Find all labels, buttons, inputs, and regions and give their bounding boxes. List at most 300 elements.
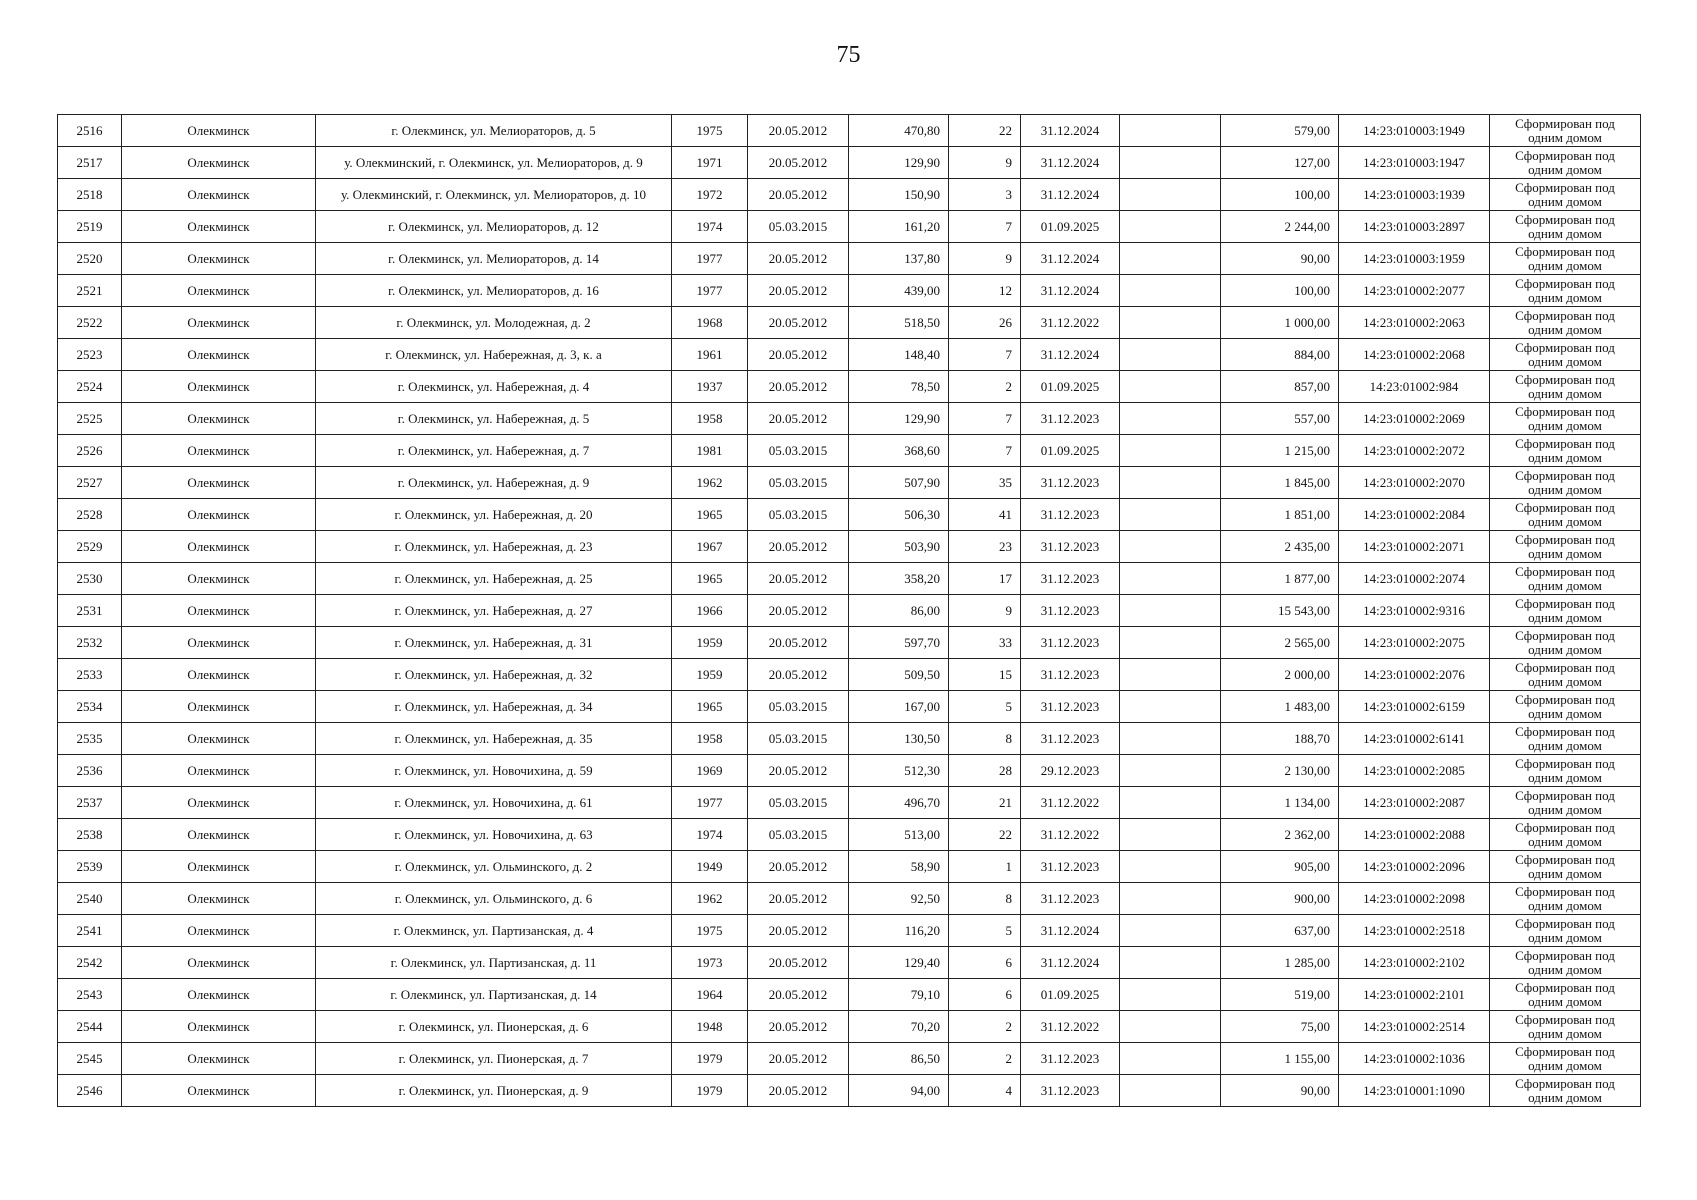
- city-cell: Олекминск: [122, 307, 316, 339]
- year-built-cell: 1977: [672, 787, 748, 819]
- land-area-cell: 857,00: [1221, 371, 1339, 403]
- year-built-cell: 1965: [672, 563, 748, 595]
- count-cell: 2: [949, 1011, 1021, 1043]
- status-cell: Сформирован под одним домом: [1490, 755, 1641, 787]
- city-cell: Олекминск: [122, 211, 316, 243]
- status-cell: Сформирован под одним домом: [1490, 979, 1641, 1011]
- row-number-cell: 2545: [58, 1043, 122, 1075]
- row-number-cell: 2524: [58, 371, 122, 403]
- land-area-cell: 1 134,00: [1221, 787, 1339, 819]
- table-row: [58, 371, 1641, 403]
- count-cell: 12: [949, 275, 1021, 307]
- deadline-cell: 31.12.2022: [1021, 819, 1120, 851]
- year-built-cell: 1977: [672, 243, 748, 275]
- city-cell: Олекминск: [122, 147, 316, 179]
- date-cell: 20.05.2012: [748, 947, 849, 979]
- year-built-cell: 1937: [672, 371, 748, 403]
- area-cell: 503,90: [849, 531, 949, 563]
- address-cell: г. Олекминск, ул. Набережная, д. 5: [316, 403, 672, 435]
- count-cell: 7: [949, 403, 1021, 435]
- deadline-cell: 31.12.2024: [1021, 339, 1120, 371]
- area-cell: 116,20: [849, 915, 949, 947]
- address-cell: г. Олекминск, ул. Молодежная, д. 2: [316, 307, 672, 339]
- address-cell: у. Олекминский, г. Олекминск, ул. Мелиораторов, д. 10: [316, 179, 672, 211]
- row-number-cell: 2521: [58, 275, 122, 307]
- year-built-cell: 1965: [672, 499, 748, 531]
- address-cell: г. Олекминск, ул. Ольминского, д. 2: [316, 851, 672, 883]
- city-cell: Олекминск: [122, 691, 316, 723]
- cadastral-number-cell: 14:23:010002:2077: [1339, 275, 1490, 307]
- table-row: [58, 851, 1641, 883]
- empty-cell: [1120, 339, 1221, 371]
- area-cell: 470,80: [849, 115, 949, 147]
- empty-cell: [1120, 1043, 1221, 1075]
- address-cell: г. Олекминск, ул. Пионерская, д. 7: [316, 1043, 672, 1075]
- empty-cell: [1120, 723, 1221, 755]
- row-number-cell: 2535: [58, 723, 122, 755]
- address-cell: г. Олекминск, ул. Набережная, д. 25: [316, 563, 672, 595]
- deadline-cell: 31.12.2023: [1021, 1043, 1120, 1075]
- row-number-cell: 2540: [58, 883, 122, 915]
- cadastral-number-cell: 14:23:010002:9316: [1339, 595, 1490, 627]
- deadline-cell: 31.12.2023: [1021, 403, 1120, 435]
- empty-cell: [1120, 307, 1221, 339]
- count-cell: 9: [949, 595, 1021, 627]
- empty-cell: [1120, 403, 1221, 435]
- land-area-cell: 2 565,00: [1221, 627, 1339, 659]
- empty-cell: [1120, 755, 1221, 787]
- city-cell: Олекминск: [122, 435, 316, 467]
- count-cell: 17: [949, 563, 1021, 595]
- year-built-cell: 1959: [672, 659, 748, 691]
- deadline-cell: 31.12.2022: [1021, 787, 1120, 819]
- empty-cell: [1120, 947, 1221, 979]
- address-cell: г. Олекминск, ул. Мелиораторов, д. 5: [316, 115, 672, 147]
- cadastral-number-cell: 14:23:010002:2085: [1339, 755, 1490, 787]
- city-cell: Олекминск: [122, 115, 316, 147]
- city-cell: Олекминск: [122, 627, 316, 659]
- cadastral-number-cell: 14:23:010002:2068: [1339, 339, 1490, 371]
- deadline-cell: 31.12.2023: [1021, 499, 1120, 531]
- area-cell: 439,00: [849, 275, 949, 307]
- year-built-cell: 1962: [672, 883, 748, 915]
- deadline-cell: 31.12.2023: [1021, 851, 1120, 883]
- empty-cell: [1120, 147, 1221, 179]
- table-row: [58, 755, 1641, 787]
- cadastral-number-cell: 14:23:010002:2063: [1339, 307, 1490, 339]
- deadline-cell: 31.12.2023: [1021, 531, 1120, 563]
- area-cell: 58,90: [849, 851, 949, 883]
- row-number-cell: 2520: [58, 243, 122, 275]
- empty-cell: [1120, 531, 1221, 563]
- area-cell: 496,70: [849, 787, 949, 819]
- date-cell: 20.05.2012: [748, 1075, 849, 1107]
- row-number-cell: 2534: [58, 691, 122, 723]
- area-cell: 79,10: [849, 979, 949, 1011]
- table-row: [58, 595, 1641, 627]
- count-cell: 3: [949, 179, 1021, 211]
- deadline-cell: 01.09.2025: [1021, 211, 1120, 243]
- empty-cell: [1120, 659, 1221, 691]
- count-cell: 2: [949, 1043, 1021, 1075]
- table-row: [58, 467, 1641, 499]
- year-built-cell: 1975: [672, 915, 748, 947]
- city-cell: Олекминск: [122, 467, 316, 499]
- count-cell: 7: [949, 435, 1021, 467]
- table-row: [58, 979, 1641, 1011]
- deadline-cell: 01.09.2025: [1021, 435, 1120, 467]
- empty-cell: [1120, 211, 1221, 243]
- table-row: [58, 563, 1641, 595]
- date-cell: 05.03.2015: [748, 467, 849, 499]
- row-number-cell: 2536: [58, 755, 122, 787]
- empty-cell: [1120, 243, 1221, 275]
- date-cell: 20.05.2012: [748, 627, 849, 659]
- count-cell: 9: [949, 243, 1021, 275]
- area-cell: 86,00: [849, 595, 949, 627]
- land-area-cell: 127,00: [1221, 147, 1339, 179]
- row-number-cell: 2522: [58, 307, 122, 339]
- land-area-cell: 188,70: [1221, 723, 1339, 755]
- status-cell: Сформирован под одним домом: [1490, 115, 1641, 147]
- empty-cell: [1120, 115, 1221, 147]
- table-row: [58, 723, 1641, 755]
- year-built-cell: 1979: [672, 1043, 748, 1075]
- area-cell: 161,20: [849, 211, 949, 243]
- year-built-cell: 1964: [672, 979, 748, 1011]
- area-cell: 597,70: [849, 627, 949, 659]
- land-area-cell: 557,00: [1221, 403, 1339, 435]
- area-cell: 518,50: [849, 307, 949, 339]
- city-cell: Олекминск: [122, 595, 316, 627]
- date-cell: 05.03.2015: [748, 787, 849, 819]
- status-cell: Сформирован под одним домом: [1490, 659, 1641, 691]
- deadline-cell: 31.12.2023: [1021, 563, 1120, 595]
- empty-cell: [1120, 851, 1221, 883]
- count-cell: 26: [949, 307, 1021, 339]
- row-number-cell: 2533: [58, 659, 122, 691]
- cadastral-number-cell: 14:23:010002:2074: [1339, 563, 1490, 595]
- status-cell: Сформирован под одним домом: [1490, 371, 1641, 403]
- area-cell: 86,50: [849, 1043, 949, 1075]
- area-cell: 509,50: [849, 659, 949, 691]
- cadastral-number-cell: 14:23:010002:2088: [1339, 819, 1490, 851]
- table-row: [58, 1075, 1641, 1107]
- land-area-cell: 579,00: [1221, 115, 1339, 147]
- cadastral-number-cell: 14:23:010002:2084: [1339, 499, 1490, 531]
- address-cell: г. Олекминск, ул. Новочихина, д. 61: [316, 787, 672, 819]
- date-cell: 20.05.2012: [748, 403, 849, 435]
- table-row: [58, 115, 1641, 147]
- year-built-cell: 1975: [672, 115, 748, 147]
- area-cell: 130,50: [849, 723, 949, 755]
- area-cell: 358,20: [849, 563, 949, 595]
- land-area-cell: 2 435,00: [1221, 531, 1339, 563]
- cadastral-number-cell: 14:23:010002:2518: [1339, 915, 1490, 947]
- city-cell: Олекминск: [122, 243, 316, 275]
- cadastral-number-cell: 14:23:010002:2102: [1339, 947, 1490, 979]
- count-cell: 5: [949, 691, 1021, 723]
- cadastral-number-cell: 14:23:010003:2897: [1339, 211, 1490, 243]
- city-cell: Олекминск: [122, 979, 316, 1011]
- city-cell: Олекминск: [122, 339, 316, 371]
- count-cell: 2: [949, 371, 1021, 403]
- area-cell: 513,00: [849, 819, 949, 851]
- status-cell: Сформирован под одним домом: [1490, 339, 1641, 371]
- land-area-cell: 100,00: [1221, 275, 1339, 307]
- empty-cell: [1120, 1011, 1221, 1043]
- empty-cell: [1120, 883, 1221, 915]
- status-cell: Сформирован под одним домом: [1490, 1043, 1641, 1075]
- city-cell: Олекминск: [122, 179, 316, 211]
- year-built-cell: 1958: [672, 403, 748, 435]
- empty-cell: [1120, 435, 1221, 467]
- year-built-cell: 1966: [672, 595, 748, 627]
- land-area-cell: 2 130,00: [1221, 755, 1339, 787]
- cadastral-number-cell: 14:23:010002:2098: [1339, 883, 1490, 915]
- status-cell: Сформирован под одним домом: [1490, 179, 1641, 211]
- table-row: [58, 1043, 1641, 1075]
- year-built-cell: 1969: [672, 755, 748, 787]
- table-row: [58, 819, 1641, 851]
- status-cell: Сформирован под одним домом: [1490, 243, 1641, 275]
- date-cell: 20.05.2012: [748, 115, 849, 147]
- empty-cell: [1120, 787, 1221, 819]
- status-cell: Сформирован под одним домом: [1490, 467, 1641, 499]
- count-cell: 1: [949, 851, 1021, 883]
- city-cell: Олекминск: [122, 499, 316, 531]
- count-cell: 6: [949, 947, 1021, 979]
- table-row: [58, 499, 1641, 531]
- table-row: [58, 915, 1641, 947]
- land-area-cell: 900,00: [1221, 883, 1339, 915]
- year-built-cell: 1974: [672, 211, 748, 243]
- cadastral-number-cell: 14:23:010002:2087: [1339, 787, 1490, 819]
- date-cell: 20.05.2012: [748, 147, 849, 179]
- status-cell: Сформирован под одним домом: [1490, 275, 1641, 307]
- land-area-cell: 1 285,00: [1221, 947, 1339, 979]
- deadline-cell: 31.12.2024: [1021, 147, 1120, 179]
- date-cell: 05.03.2015: [748, 819, 849, 851]
- status-cell: Сформирован под одним домом: [1490, 1075, 1641, 1107]
- status-cell: Сформирован под одним домом: [1490, 563, 1641, 595]
- row-number-cell: 2525: [58, 403, 122, 435]
- year-built-cell: 1948: [672, 1011, 748, 1043]
- date-cell: 20.05.2012: [748, 371, 849, 403]
- address-cell: г. Олекминск, ул. Новочихина, д. 59: [316, 755, 672, 787]
- status-cell: Сформирован под одним домом: [1490, 915, 1641, 947]
- date-cell: 20.05.2012: [748, 563, 849, 595]
- cadastral-number-cell: 14:23:010003:1959: [1339, 243, 1490, 275]
- table-row: [58, 1011, 1641, 1043]
- city-cell: Олекминск: [122, 531, 316, 563]
- address-cell: г. Олекминск, ул. Набережная, д. 3, к. а: [316, 339, 672, 371]
- empty-cell: [1120, 563, 1221, 595]
- date-cell: 20.05.2012: [748, 755, 849, 787]
- deadline-cell: 01.09.2025: [1021, 979, 1120, 1011]
- city-cell: Олекминск: [122, 787, 316, 819]
- city-cell: Олекминск: [122, 819, 316, 851]
- year-built-cell: 1949: [672, 851, 748, 883]
- cadastral-number-cell: 14:23:010002:2069: [1339, 403, 1490, 435]
- count-cell: 22: [949, 819, 1021, 851]
- address-cell: г. Олекминск, ул. Набережная, д. 35: [316, 723, 672, 755]
- count-cell: 15: [949, 659, 1021, 691]
- table-row: [58, 435, 1641, 467]
- status-cell: Сформирован под одним домом: [1490, 819, 1641, 851]
- table-row: [58, 243, 1641, 275]
- empty-cell: [1120, 499, 1221, 531]
- address-cell: г. Олекминск, ул. Пионерская, д. 9: [316, 1075, 672, 1107]
- page-number: 75: [836, 42, 861, 68]
- deadline-cell: 31.12.2024: [1021, 243, 1120, 275]
- row-number-cell: 2546: [58, 1075, 122, 1107]
- land-area-cell: 100,00: [1221, 179, 1339, 211]
- year-built-cell: 1972: [672, 179, 748, 211]
- row-number-cell: 2537: [58, 787, 122, 819]
- city-cell: Олекминск: [122, 275, 316, 307]
- area-cell: 94,00: [849, 1075, 949, 1107]
- empty-cell: [1120, 275, 1221, 307]
- table-row: [58, 883, 1641, 915]
- land-area-cell: 90,00: [1221, 243, 1339, 275]
- count-cell: 7: [949, 339, 1021, 371]
- city-cell: Олекминск: [122, 1043, 316, 1075]
- city-cell: Олекминск: [122, 1011, 316, 1043]
- deadline-cell: 29.12.2023: [1021, 755, 1120, 787]
- table-row: [58, 691, 1641, 723]
- deadline-cell: 31.12.2023: [1021, 1075, 1120, 1107]
- deadline-cell: 31.12.2024: [1021, 179, 1120, 211]
- address-cell: г. Олекминск, ул. Мелиораторов, д. 16: [316, 275, 672, 307]
- land-area-cell: 90,00: [1221, 1075, 1339, 1107]
- date-cell: 20.05.2012: [748, 307, 849, 339]
- year-built-cell: 1961: [672, 339, 748, 371]
- address-cell: г. Олекминск, ул. Мелиораторов, д. 14: [316, 243, 672, 275]
- year-built-cell: 1974: [672, 819, 748, 851]
- empty-cell: [1120, 691, 1221, 723]
- status-cell: Сформирован под одним домом: [1490, 851, 1641, 883]
- date-cell: 20.05.2012: [748, 915, 849, 947]
- date-cell: 05.03.2015: [748, 723, 849, 755]
- status-cell: Сформирован под одним домом: [1490, 947, 1641, 979]
- cadastral-number-cell: 14:23:010002:6141: [1339, 723, 1490, 755]
- empty-cell: [1120, 819, 1221, 851]
- row-number-cell: 2523: [58, 339, 122, 371]
- land-area-cell: 2 244,00: [1221, 211, 1339, 243]
- row-number-cell: 2526: [58, 435, 122, 467]
- status-cell: Сформирован под одним домом: [1490, 691, 1641, 723]
- area-cell: 129,40: [849, 947, 949, 979]
- count-cell: 23: [949, 531, 1021, 563]
- count-cell: 8: [949, 883, 1021, 915]
- cadastral-number-cell: 14:23:010002:2101: [1339, 979, 1490, 1011]
- deadline-cell: 31.12.2022: [1021, 307, 1120, 339]
- area-cell: 167,00: [849, 691, 949, 723]
- year-built-cell: 1973: [672, 947, 748, 979]
- table-row: [58, 403, 1641, 435]
- row-number-cell: 2529: [58, 531, 122, 563]
- count-cell: 6: [949, 979, 1021, 1011]
- count-cell: 5: [949, 915, 1021, 947]
- date-cell: 05.03.2015: [748, 435, 849, 467]
- empty-cell: [1120, 1075, 1221, 1107]
- date-cell: 20.05.2012: [748, 243, 849, 275]
- area-cell: 507,90: [849, 467, 949, 499]
- status-cell: Сформирован под одним домом: [1490, 531, 1641, 563]
- status-cell: Сформирован под одним домом: [1490, 595, 1641, 627]
- cadastral-number-cell: 14:23:010002:1036: [1339, 1043, 1490, 1075]
- row-number-cell: 2519: [58, 211, 122, 243]
- city-cell: Олекминск: [122, 563, 316, 595]
- date-cell: 05.03.2015: [748, 211, 849, 243]
- land-area-cell: 15 543,00: [1221, 595, 1339, 627]
- address-cell: г. Олекминск, ул. Мелиораторов, д. 12: [316, 211, 672, 243]
- empty-cell: [1120, 179, 1221, 211]
- address-cell: г. Олекминск, ул. Набережная, д. 4: [316, 371, 672, 403]
- table-row: [58, 211, 1641, 243]
- date-cell: 20.05.2012: [748, 883, 849, 915]
- year-built-cell: 1968: [672, 307, 748, 339]
- row-number-cell: 2530: [58, 563, 122, 595]
- city-cell: Олекминск: [122, 755, 316, 787]
- address-cell: г. Олекминск, ул. Ольминского, д. 6: [316, 883, 672, 915]
- row-number-cell: 2528: [58, 499, 122, 531]
- address-cell: г. Олекминск, ул. Пионерская, д. 6: [316, 1011, 672, 1043]
- empty-cell: [1120, 595, 1221, 627]
- empty-cell: [1120, 627, 1221, 659]
- address-cell: г. Олекминск, ул. Партизанская, д. 4: [316, 915, 672, 947]
- year-built-cell: 1965: [672, 691, 748, 723]
- cadastral-number-cell: 14:23:010001:1090: [1339, 1075, 1490, 1107]
- cadastral-number-cell: 14:23:010002:2072: [1339, 435, 1490, 467]
- date-cell: 05.03.2015: [748, 499, 849, 531]
- cadastral-number-cell: 14:23:010002:2075: [1339, 627, 1490, 659]
- row-number-cell: 2541: [58, 915, 122, 947]
- address-cell: у. Олекминский, г. Олекминск, ул. Мелиораторов, д. 9: [316, 147, 672, 179]
- table-row: [58, 307, 1641, 339]
- year-built-cell: 1979: [672, 1075, 748, 1107]
- address-cell: г. Олекминск, ул. Набережная, д. 34: [316, 691, 672, 723]
- date-cell: 20.05.2012: [748, 659, 849, 691]
- empty-cell: [1120, 467, 1221, 499]
- date-cell: 20.05.2012: [748, 339, 849, 371]
- status-cell: Сформирован под одним домом: [1490, 499, 1641, 531]
- count-cell: 28: [949, 755, 1021, 787]
- row-number-cell: 2518: [58, 179, 122, 211]
- count-cell: 4: [949, 1075, 1021, 1107]
- table-body: [58, 115, 1641, 1107]
- count-cell: 22: [949, 115, 1021, 147]
- table-row: [58, 147, 1641, 179]
- land-area-cell: 1 000,00: [1221, 307, 1339, 339]
- status-cell: Сформирован под одним домом: [1490, 147, 1641, 179]
- housing-registry-table: [57, 114, 1641, 1107]
- area-cell: 92,50: [849, 883, 949, 915]
- land-area-cell: 1 215,00: [1221, 435, 1339, 467]
- count-cell: 21: [949, 787, 1021, 819]
- row-number-cell: 2516: [58, 115, 122, 147]
- year-built-cell: 1971: [672, 147, 748, 179]
- land-area-cell: 519,00: [1221, 979, 1339, 1011]
- count-cell: 35: [949, 467, 1021, 499]
- land-area-cell: 1 483,00: [1221, 691, 1339, 723]
- land-area-cell: 884,00: [1221, 339, 1339, 371]
- city-cell: Олекминск: [122, 851, 316, 883]
- date-cell: 05.03.2015: [748, 691, 849, 723]
- year-built-cell: 1967: [672, 531, 748, 563]
- cadastral-number-cell: 14:23:010002:2071: [1339, 531, 1490, 563]
